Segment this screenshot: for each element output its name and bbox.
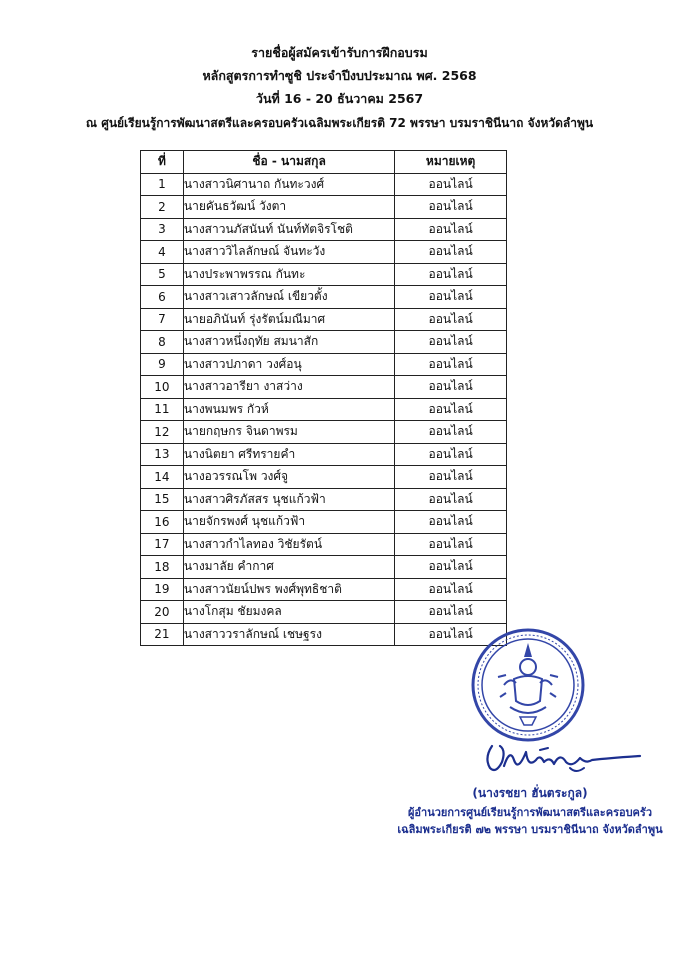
applicant-name: นางพนมพร กัวห์ <box>183 398 394 421</box>
training-venue: ณ ศูนย์เรียนรู้การพัฒนาสตรีและครอบครัวเฉลิมพระเกียรติ 72 พรรษา บรมราชินีนาถ จังหวัดลำพูน <box>85 116 594 130</box>
table-row <box>141 578 507 601</box>
row-number: 15 <box>141 488 184 511</box>
table-row <box>141 466 507 489</box>
table-body <box>141 173 507 646</box>
row-note: ออนไลน์ <box>395 511 507 534</box>
row-number: 19 <box>141 578 184 601</box>
applicant-name: นางสาวกำไลทอง วิชัยรัตน์ <box>183 533 394 556</box>
document-title: รายชื่อผู้สมัครเข้ารับการฝึกอบรม <box>251 45 428 60</box>
signatory-title-line2: เฉลิมพระเกียรติ ๗๒ พรรษา บรมราชินีนาถ จังหวัดลำพูน <box>397 823 663 836</box>
row-number: 11 <box>141 398 184 421</box>
row-note: ออนไลน์ <box>395 218 507 241</box>
applicant-name: นางสาวปภาดา วงศ์อนุ <box>183 353 394 376</box>
row-note: ออนไลน์ <box>395 196 507 219</box>
table-row <box>141 398 507 421</box>
table-row <box>141 196 507 219</box>
signatory-title-line1: ผู้อำนวยการศูนย์เรียนรู้การพัฒนาสตรีและครอบครัว <box>407 806 653 819</box>
row-number: 4 <box>141 241 184 264</box>
row-number: 18 <box>141 556 184 579</box>
row-note: ออนไลน์ <box>395 353 507 376</box>
table-row <box>141 421 507 444</box>
table-row <box>141 308 507 331</box>
training-dates: วันที่ 16 - 20 ธันวาคม 2567 <box>255 91 424 106</box>
row-note: ออนไลน์ <box>395 398 507 421</box>
applicant-name: นางประพาพรรณ กันทะ <box>183 263 394 286</box>
table-row <box>141 173 507 196</box>
applicant-name: นางอวรรณโพ วงศ์จู <box>183 466 394 489</box>
row-number: 5 <box>141 263 184 286</box>
row-note: ออนไลน์ <box>395 443 507 466</box>
row-note: ออนไลน์ <box>395 488 507 511</box>
applicant-name: นางสาวอารียา งาสว่าง <box>183 376 394 399</box>
table-row <box>141 241 507 264</box>
applicant-name: นางสาวศิรภัสสร นุชแก้วฟ้า <box>183 488 394 511</box>
table-row <box>141 218 507 241</box>
row-number: 20 <box>141 601 184 624</box>
signatory-name: (นางรชยา ฮั่นตระกูล) <box>472 786 588 800</box>
applicant-name: นายกฤษกร จินดาพรม <box>183 421 394 444</box>
course-name: หลักสูตรการทำซูชิ ประจำปีงบประมาณ พศ. 2568 <box>202 68 477 83</box>
table-header-row <box>141 151 507 174</box>
table-row <box>141 488 507 511</box>
row-note: ออนไลน์ <box>395 623 507 646</box>
applicant-name: นายคันธวัฒน์ วังตา <box>183 196 394 219</box>
table-row <box>141 601 507 624</box>
applicant-name: นางสาวเสาวลักษณ์ เขียวตั้ง <box>183 286 394 309</box>
applicant-name: นางสาวนัยน์ปพร พงศ์พุทธิชาติ <box>183 578 394 601</box>
row-note: ออนไลน์ <box>395 421 507 444</box>
table-row <box>141 623 507 646</box>
row-number: 8 <box>141 331 184 354</box>
table-row <box>141 376 507 399</box>
table-row <box>141 556 507 579</box>
applicant-name: นายอภินันท์ รุ่งรัตน์มณีมาศ <box>183 308 394 331</box>
row-note: ออนไลน์ <box>395 331 507 354</box>
row-note: ออนไลน์ <box>395 286 507 309</box>
applicant-table <box>140 150 507 646</box>
row-note: ออนไลน์ <box>395 173 507 196</box>
row-number: 3 <box>141 218 184 241</box>
table-row <box>141 443 507 466</box>
row-number: 21 <box>141 623 184 646</box>
row-number: 16 <box>141 511 184 534</box>
applicant-name: นางสาววราลักษณ์ เชษฐรง <box>183 623 394 646</box>
row-note: ออนไลน์ <box>395 376 507 399</box>
row-number: 13 <box>141 443 184 466</box>
row-note: ออนไลน์ <box>395 308 507 331</box>
row-number: 6 <box>141 286 184 309</box>
applicant-name: นายจักรพงศ์ นุชแก้วฟ้า <box>183 511 394 534</box>
applicant-name: นางนิตยา ศรีทรายคำ <box>183 443 394 466</box>
row-note: ออนไลน์ <box>395 466 507 489</box>
header-note: หมายเหตุ <box>395 151 507 174</box>
row-note: ออนไลน์ <box>395 263 507 286</box>
row-note: ออนไลน์ <box>395 578 507 601</box>
row-number: 17 <box>141 533 184 556</box>
row-note: ออนไลน์ <box>395 241 507 264</box>
table-row <box>141 511 507 534</box>
handwritten-signature-icon <box>480 738 645 780</box>
row-number: 7 <box>141 308 184 331</box>
row-number: 12 <box>141 421 184 444</box>
applicant-name: นางสาวนิศานาถ กันทะวงศ์ <box>183 173 394 196</box>
row-number: 9 <box>141 353 184 376</box>
row-note: ออนไลน์ <box>395 601 507 624</box>
table-row <box>141 353 507 376</box>
header-name: ชื่อ - นามสกุล <box>183 151 394 174</box>
row-number: 1 <box>141 173 184 196</box>
row-number: 2 <box>141 196 184 219</box>
row-note: ออนไลน์ <box>395 556 507 579</box>
row-note: ออนไลน์ <box>395 533 507 556</box>
row-number: 10 <box>141 376 184 399</box>
table-row <box>141 286 507 309</box>
applicant-name: นางสาววิไลลักษณ์ จันทะวัง <box>183 241 394 264</box>
table-row <box>141 331 507 354</box>
header-no: ที่ <box>141 151 184 174</box>
applicant-name: นางมาลัย คำกาศ <box>183 556 394 579</box>
applicant-name: นางสาวหนึ่งฤทัย สมนาสัก <box>183 331 394 354</box>
table-row <box>141 533 507 556</box>
applicant-name: นางโกสุม ชัยมงคล <box>183 601 394 624</box>
table-row <box>141 263 507 286</box>
official-seal-icon <box>470 627 586 743</box>
row-number: 14 <box>141 466 184 489</box>
applicant-name: นางสาวนภัสนันท์ นันท์ทัตจิรโชติ <box>183 218 394 241</box>
